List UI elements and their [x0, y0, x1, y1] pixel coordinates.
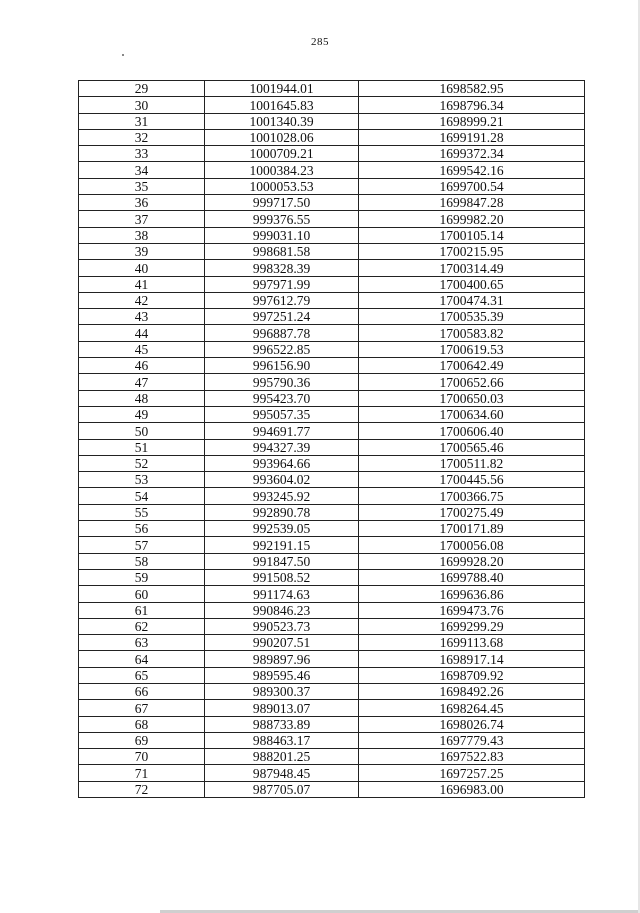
point-number-cell: 52	[79, 455, 205, 471]
table-row	[79, 406, 585, 422]
x-coordinate-cell: 989013.07	[205, 700, 359, 716]
table-row	[79, 211, 585, 227]
table-row	[79, 683, 585, 699]
y-coordinate-cell: 1700606.40	[359, 423, 585, 439]
x-coordinate-cell: 999031.10	[205, 227, 359, 243]
x-coordinate-cell: 992890.78	[205, 504, 359, 520]
x-coordinate-cell: 988201.25	[205, 749, 359, 765]
table-row	[79, 618, 585, 634]
x-coordinate-cell: 997612.79	[205, 292, 359, 308]
x-coordinate-cell: 997971.99	[205, 276, 359, 292]
table-row	[79, 472, 585, 488]
y-coordinate-cell: 1700474.31	[359, 292, 585, 308]
table-row	[79, 129, 585, 145]
x-coordinate-cell: 996887.78	[205, 325, 359, 341]
table-row	[79, 569, 585, 585]
table-row	[79, 602, 585, 618]
y-coordinate-cell: 1700583.82	[359, 325, 585, 341]
x-coordinate-cell: 1000709.21	[205, 146, 359, 162]
table-row	[79, 781, 585, 797]
point-number-cell: 34	[79, 162, 205, 178]
point-number-cell: 61	[79, 602, 205, 618]
y-coordinate-cell: 1697779.43	[359, 732, 585, 748]
point-number-cell: 55	[79, 504, 205, 520]
point-number-cell: 45	[79, 341, 205, 357]
table-row	[79, 358, 585, 374]
table-row	[79, 276, 585, 292]
table-row	[79, 162, 585, 178]
y-coordinate-cell: 1700642.49	[359, 358, 585, 374]
table-row	[79, 243, 585, 259]
coordinates-table-body	[79, 81, 585, 798]
table-row	[79, 146, 585, 162]
point-number-cell: 70	[79, 749, 205, 765]
x-coordinate-cell: 997251.24	[205, 309, 359, 325]
y-coordinate-cell: 1700400.65	[359, 276, 585, 292]
y-coordinate-cell: 1699542.16	[359, 162, 585, 178]
point-number-cell: 60	[79, 586, 205, 602]
y-coordinate-cell: 1699788.40	[359, 569, 585, 585]
x-coordinate-cell: 990207.51	[205, 635, 359, 651]
y-coordinate-cell: 1697522.83	[359, 749, 585, 765]
x-coordinate-cell: 992191.15	[205, 537, 359, 553]
point-number-cell: 33	[79, 146, 205, 162]
x-coordinate-cell: 995790.36	[205, 374, 359, 390]
table-row	[79, 635, 585, 651]
y-coordinate-cell: 1700650.03	[359, 390, 585, 406]
y-coordinate-cell: 1700105.14	[359, 227, 585, 243]
x-coordinate-cell: 990846.23	[205, 602, 359, 618]
point-number-cell: 68	[79, 716, 205, 732]
y-coordinate-cell: 1698796.34	[359, 97, 585, 113]
y-coordinate-cell: 1696983.00	[359, 781, 585, 797]
y-coordinate-cell: 1700652.66	[359, 374, 585, 390]
y-coordinate-cell: 1698026.74	[359, 716, 585, 732]
point-number-cell: 56	[79, 521, 205, 537]
y-coordinate-cell: 1700056.08	[359, 537, 585, 553]
table-row	[79, 260, 585, 276]
x-coordinate-cell: 993964.66	[205, 455, 359, 471]
point-number-cell: 43	[79, 309, 205, 325]
y-coordinate-cell: 1699636.86	[359, 586, 585, 602]
table-row	[79, 178, 585, 194]
point-number-cell: 54	[79, 488, 205, 504]
x-coordinate-cell: 1001028.06	[205, 129, 359, 145]
point-number-cell: 37	[79, 211, 205, 227]
table-row	[79, 749, 585, 765]
x-coordinate-cell: 990523.73	[205, 618, 359, 634]
y-coordinate-cell: 1700215.95	[359, 243, 585, 259]
x-coordinate-cell: 998681.58	[205, 243, 359, 259]
y-coordinate-cell: 1698709.92	[359, 667, 585, 683]
y-coordinate-cell: 1698917.14	[359, 651, 585, 667]
point-number-cell: 29	[79, 81, 205, 97]
y-coordinate-cell: 1699191.28	[359, 129, 585, 145]
table-row	[79, 700, 585, 716]
coordinates-table	[78, 80, 585, 798]
x-coordinate-cell: 994327.39	[205, 439, 359, 455]
point-number-cell: 57	[79, 537, 205, 553]
x-coordinate-cell: 989595.46	[205, 667, 359, 683]
y-coordinate-cell: 1699113.68	[359, 635, 585, 651]
y-coordinate-cell: 1699700.54	[359, 178, 585, 194]
x-coordinate-cell: 995423.70	[205, 390, 359, 406]
point-number-cell: 64	[79, 651, 205, 667]
x-coordinate-cell: 996522.85	[205, 341, 359, 357]
x-coordinate-cell: 994691.77	[205, 423, 359, 439]
point-number-cell: 66	[79, 683, 205, 699]
table-row	[79, 732, 585, 748]
point-number-cell: 69	[79, 732, 205, 748]
scan-speck	[122, 54, 124, 56]
table-row	[79, 390, 585, 406]
point-number-cell: 44	[79, 325, 205, 341]
table-row	[79, 325, 585, 341]
y-coordinate-cell: 1699982.20	[359, 211, 585, 227]
y-coordinate-cell: 1698264.45	[359, 700, 585, 716]
table-row	[79, 765, 585, 781]
x-coordinate-cell: 991508.52	[205, 569, 359, 585]
y-coordinate-cell: 1698582.95	[359, 81, 585, 97]
x-coordinate-cell: 993604.02	[205, 472, 359, 488]
y-coordinate-cell: 1699473.76	[359, 602, 585, 618]
y-coordinate-cell: 1698492.26	[359, 683, 585, 699]
table-row	[79, 309, 585, 325]
x-coordinate-cell: 989897.96	[205, 651, 359, 667]
point-number-cell: 50	[79, 423, 205, 439]
point-number-cell: 39	[79, 243, 205, 259]
table-row	[79, 455, 585, 471]
x-coordinate-cell: 988463.17	[205, 732, 359, 748]
x-coordinate-cell: 993245.92	[205, 488, 359, 504]
point-number-cell: 67	[79, 700, 205, 716]
table-row	[79, 488, 585, 504]
y-coordinate-cell: 1699847.28	[359, 195, 585, 211]
table-row	[79, 651, 585, 667]
point-number-cell: 51	[79, 439, 205, 455]
point-number-cell: 30	[79, 97, 205, 113]
y-coordinate-cell: 1700275.49	[359, 504, 585, 520]
point-number-cell: 62	[79, 618, 205, 634]
y-coordinate-cell: 1699928.20	[359, 553, 585, 569]
point-number-cell: 31	[79, 113, 205, 129]
y-coordinate-cell: 1700511.82	[359, 455, 585, 471]
point-number-cell: 65	[79, 667, 205, 683]
point-number-cell: 32	[79, 129, 205, 145]
point-number-cell: 38	[79, 227, 205, 243]
table-row	[79, 537, 585, 553]
point-number-cell: 71	[79, 765, 205, 781]
table-row	[79, 292, 585, 308]
point-number-cell: 72	[79, 781, 205, 797]
point-number-cell: 42	[79, 292, 205, 308]
y-coordinate-cell: 1700445.56	[359, 472, 585, 488]
x-coordinate-cell: 1000053.53	[205, 178, 359, 194]
table-row	[79, 439, 585, 455]
x-coordinate-cell: 987705.07	[205, 781, 359, 797]
point-number-cell: 36	[79, 195, 205, 211]
x-coordinate-cell: 1001645.83	[205, 97, 359, 113]
table-row	[79, 667, 585, 683]
table-row	[79, 504, 585, 520]
x-coordinate-cell: 991174.63	[205, 586, 359, 602]
y-coordinate-cell: 1700314.49	[359, 260, 585, 276]
y-coordinate-cell: 1700366.75	[359, 488, 585, 504]
x-coordinate-cell: 999376.55	[205, 211, 359, 227]
x-coordinate-cell: 992539.05	[205, 521, 359, 537]
point-number-cell: 46	[79, 358, 205, 374]
table-row	[79, 586, 585, 602]
x-coordinate-cell: 996156.90	[205, 358, 359, 374]
x-coordinate-cell: 991847.50	[205, 553, 359, 569]
table-row	[79, 227, 585, 243]
y-coordinate-cell: 1700619.53	[359, 341, 585, 357]
table-row	[79, 81, 585, 97]
y-coordinate-cell: 1697257.25	[359, 765, 585, 781]
x-coordinate-cell: 1001340.39	[205, 113, 359, 129]
x-coordinate-cell: 989300.37	[205, 683, 359, 699]
y-coordinate-cell: 1699372.34	[359, 146, 585, 162]
y-coordinate-cell: 1700565.46	[359, 439, 585, 455]
y-coordinate-cell: 1700535.39	[359, 309, 585, 325]
y-coordinate-cell: 1699299.29	[359, 618, 585, 634]
x-coordinate-cell: 998328.39	[205, 260, 359, 276]
table-row	[79, 553, 585, 569]
point-number-cell: 58	[79, 553, 205, 569]
table-row	[79, 423, 585, 439]
point-number-cell: 49	[79, 406, 205, 422]
x-coordinate-cell: 987948.45	[205, 765, 359, 781]
y-coordinate-cell: 1700634.60	[359, 406, 585, 422]
x-coordinate-cell: 1000384.23	[205, 162, 359, 178]
table-row	[79, 716, 585, 732]
point-number-cell: 41	[79, 276, 205, 292]
x-coordinate-cell: 988733.89	[205, 716, 359, 732]
table-row	[79, 113, 585, 129]
point-number-cell: 48	[79, 390, 205, 406]
x-coordinate-cell: 999717.50	[205, 195, 359, 211]
point-number-cell: 35	[79, 178, 205, 194]
point-number-cell: 40	[79, 260, 205, 276]
table-row	[79, 195, 585, 211]
table-row	[79, 374, 585, 390]
point-number-cell: 63	[79, 635, 205, 651]
point-number-cell: 47	[79, 374, 205, 390]
table-row	[79, 97, 585, 113]
point-number-cell: 59	[79, 569, 205, 585]
x-coordinate-cell: 995057.35	[205, 406, 359, 422]
y-coordinate-cell: 1698999.21	[359, 113, 585, 129]
table-row	[79, 341, 585, 357]
y-coordinate-cell: 1700171.89	[359, 521, 585, 537]
point-number-cell: 53	[79, 472, 205, 488]
table-row	[79, 521, 585, 537]
x-coordinate-cell: 1001944.01	[205, 81, 359, 97]
page-number: 285	[311, 36, 329, 48]
